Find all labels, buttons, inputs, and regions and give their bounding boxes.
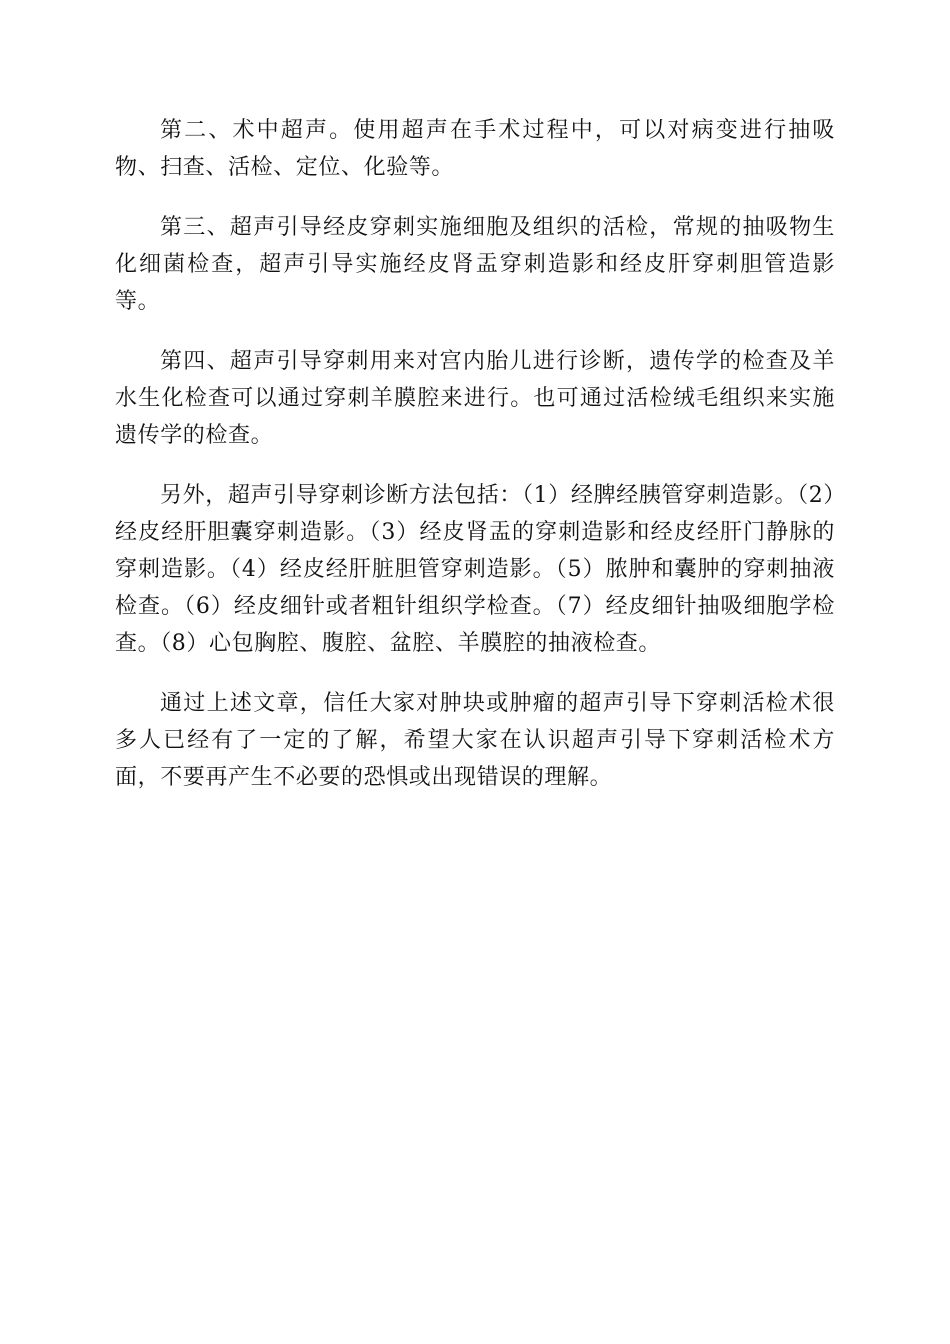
paragraph-conclusion: 通过上述文章，信任大家对肿块或肿瘤的超声引导下穿刺活检术很多人已经有了一定的了解，希望大家在认识超声引导下穿刺活检术方面，不要再产生不必要的恐惧或出现错误的理解。 xyxy=(115,691,835,790)
document-body xyxy=(115,112,835,819)
paragraph-diagnostic-methods: 另外，超声引导穿刺诊断方法包括：（1）经脾经胰管穿刺造影。（2）经皮经肝胆囊穿刺造影。（3）经皮肾盂的穿刺造影和经皮经肝门静脉的穿刺造影。（4）经皮经肝脏胆管穿刺造影。（5）脓肿和囊肿的穿刺抽液检查。（6）经皮细针或者粗针组织学检查。（7）经皮细针抽吸细胞学检查。（8）心包胸腔、腹腔、盆腔、羊膜腔的抽液检查。 xyxy=(115,483,835,656)
paragraph-intraoperative-ultrasound: 第二、术中超声。使用超声在手术过程中，可以对病变进行抽吸物、扫查、活检、定位、化验等。 xyxy=(115,118,835,180)
paragraph-percutaneous-biopsy: 第三、超声引导经皮穿刺实施细胞及组织的活检，常规的抽吸物生化细菌检查，超声引导实施经皮肾盂穿刺造影和经皮肝穿刺胆管造影等。 xyxy=(115,215,835,314)
paragraph-fetal-diagnosis: 第四、超声引导穿刺用来对宫内胎儿进行诊断，遗传学的检查及羊水生化检查可以通过穿刺羊膜腔来进行。也可通过活检绒毛组织来实施遗传学的检查。 xyxy=(115,349,835,448)
